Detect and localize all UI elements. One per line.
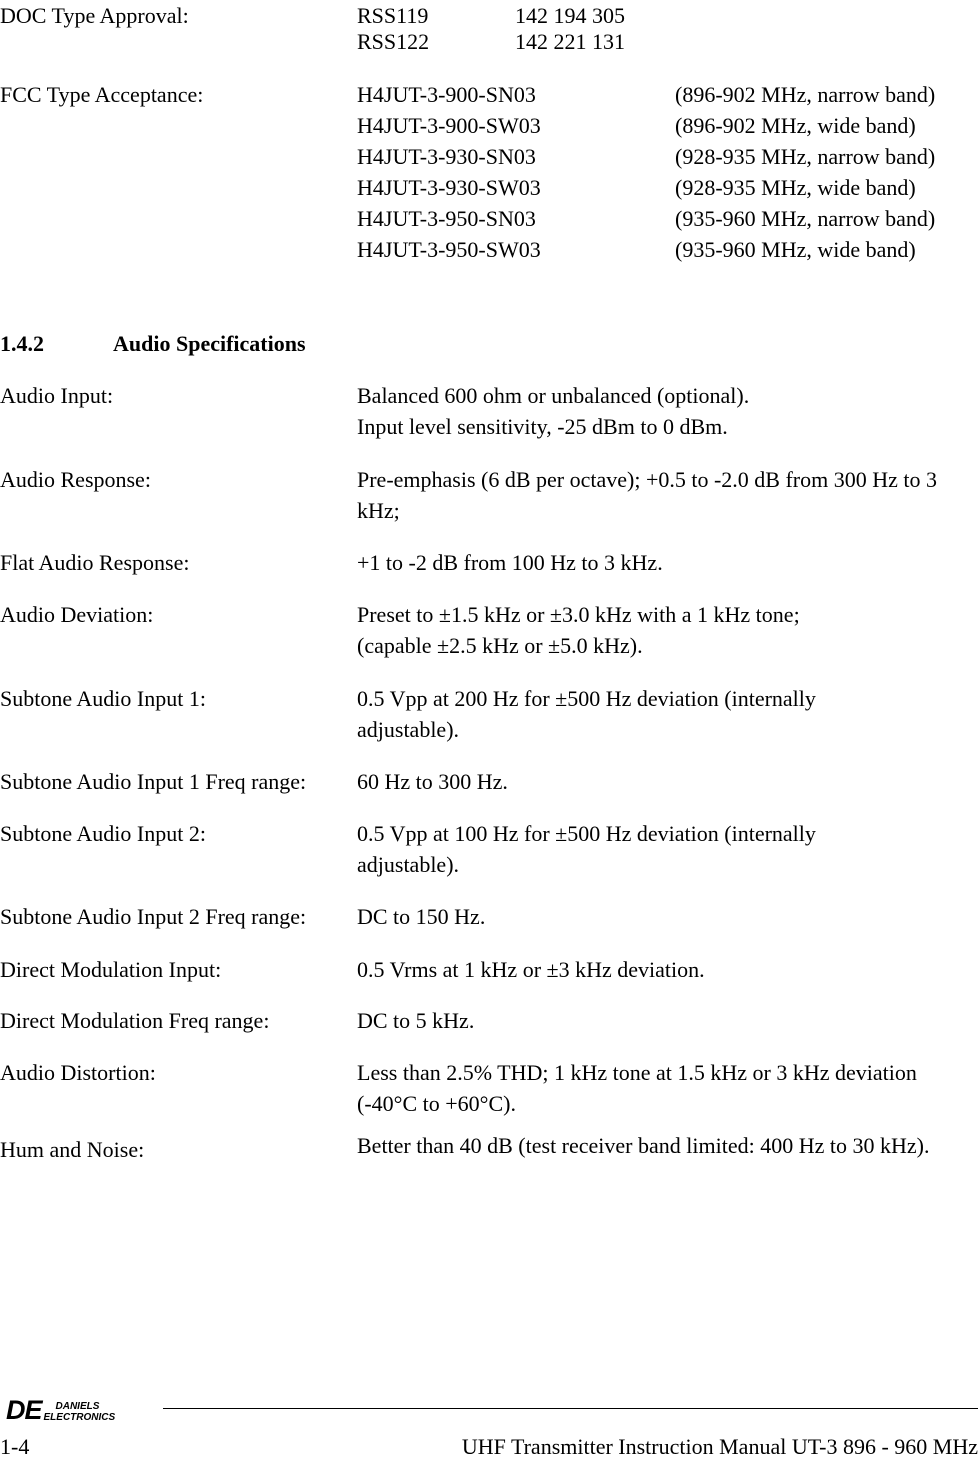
fcc-band: (896-902 MHz, narrow band) [675,82,936,107]
logo-mark: DE [6,1395,42,1425]
daniels-electronics-logo [6,1393,115,1423]
spec-value: DC to 150 Hz. [357,904,486,929]
spec-value: 0.5 Vpp at 100 Hz for ±500 Hz deviation (internally adjustable). [357,821,816,877]
spec-value: Less than 2.5% THD; 1 kHz tone at 1.5 kHz or 3 kHz deviation (-40°C to +60°C). [357,1060,917,1116]
spec-value: Better than 40 dB (test receiver band limited: 400 Hz to 30 kHz). [357,1133,930,1158]
spec-label: Flat Audio Response: [0,550,190,575]
fcc-band: (935-960 MHz, wide band) [675,237,916,262]
section-heading [0,328,306,359]
fcc-band: (896-902 MHz, wide band) [675,113,916,138]
spec-label: Audio Response: [0,467,151,492]
spec-label: Audio Distortion: [0,1060,156,1085]
spec-value: 60 Hz to 300 Hz. [357,769,508,794]
spec-value: 0.5 Vpp at 200 Hz for ±500 Hz deviation (internally adjustable). [357,686,816,742]
spec-value: DC to 5 kHz. [357,1008,475,1033]
spec-value: Balanced 600 ohm or unbalanced (optional). Input level sensitivity, -25 dBm to 0 dBm. [357,383,750,439]
doc-approval-code: RSS119 [357,3,429,28]
fcc-code: H4JUT-3-930-SW03 [357,175,541,200]
fcc-code: H4JUT-3-950-SW03 [357,237,541,262]
logo-line-daniels: DANIELS [55,1401,100,1412]
spec-label: Audio Deviation: [0,602,154,627]
fcc-band: (935-960 MHz, narrow band) [675,206,936,231]
section-number: 1.4.2 [0,331,44,356]
logo-wordmark [44,1401,116,1423]
doc-approval-label: DOC Type Approval: [0,3,189,28]
spec-value: Pre-emphasis (6 dB per octave); +0.5 to -2.0 dB from 300 Hz to 3 kHz; [357,467,938,523]
spec-label: Direct Modulation Freq range: [0,1008,270,1033]
fcc-acceptance-label: FCC Type Acceptance: [0,82,204,107]
fcc-code: H4JUT-3-930-SN03 [357,144,536,169]
doc-approval-number: 142 221 131 [515,29,625,54]
logo-line-electronics: ELECTRONICS [43,1412,116,1423]
fcc-band: (928-935 MHz, wide band) [675,175,916,200]
spec-label: Hum and Noise: [0,1137,145,1162]
doc-approval-number: 142 194 305 [515,3,625,28]
spec-value: Preset to ±1.5 kHz or ±3.0 kHz with a 1 kHz tone; (capable ±2.5 kHz or ±5.0 kHz). [357,602,800,658]
fcc-code: H4JUT-3-900-SW03 [357,113,541,138]
spec-label: Audio Input: [0,383,114,408]
fcc-code: H4JUT-3-950-SN03 [357,206,536,231]
spec-label: Subtone Audio Input 1: [0,686,206,711]
spec-label: Subtone Audio Input 2 Freq range: [0,904,307,929]
section-title: Audio Specifications [113,331,306,356]
fcc-band: (928-935 MHz, narrow band) [675,144,936,169]
page-number: 1-4 [0,1434,30,1459]
spec-value: 0.5 Vrms at 1 kHz or ±3 kHz deviation. [357,957,705,982]
spec-label: Direct Modulation Input: [0,957,222,982]
spec-label: Subtone Audio Input 2: [0,821,206,846]
spec-label: Subtone Audio Input 1 Freq range: [0,769,307,794]
footer-divider [163,1408,978,1409]
fcc-code: H4JUT-3-900-SN03 [357,82,536,107]
spec-value: +1 to -2 dB from 100 Hz to 3 kHz. [357,550,663,575]
manual-title: UHF Transmitter Instruction Manual UT-3 896 - 960 MHz [461,1434,978,1459]
doc-approval-code: RSS122 [357,29,430,54]
